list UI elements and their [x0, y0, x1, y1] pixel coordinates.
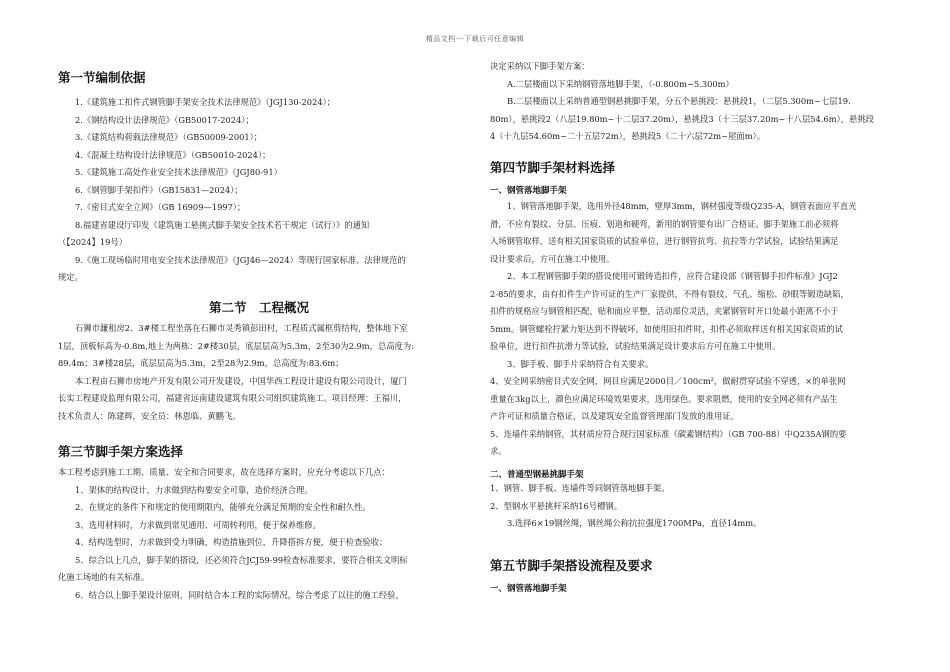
paragraph-line: 5、连墙件采纳钢管，其材质应符合现行国家标准《碳素钢结构》（GB 700-88）中Q235A钢的要 [490, 428, 847, 439]
scheme-list [490, 58, 894, 146]
paragraph-line: 1层，顶板标高为-0.8m,地上为两栋：2#楼30层，底层层高为5.3m，2至30为2.9m，总高度为: [58, 340, 414, 351]
paragraph-line: 重量在3kg以上，颜色应满足环境效果要求，选用绿色。要求阻燃，使用的安全网必须有产品生 [490, 393, 838, 404]
paragraph-line: 入场钢管取样，送有相关国家资质的试验单位，进行钢管抗弯、抗拉等力学试验，试验结果满足 [490, 236, 839, 246]
section-4-title: 第四节脚手架材料选择 [490, 160, 616, 175]
paragraph-line: 80m），悬挑段2（八层19.80m~十二层37.20m），悬挑段3（十三层37.20m~十八层54.6m），悬挑段 [490, 113, 874, 124]
list-item: 3.《建筑结构荷载法律规范》（GB50009-2001）； [75, 132, 263, 142]
paragraph-line: 技术负责人：陈建辉，安全员：林恩临、黄鹏飞。 [58, 410, 241, 421]
list-item: 1、钢管、脚手板、连墙件等同钢管落地脚手架。 [490, 483, 670, 493]
list-item: 8.福建省建设厅印发《建筑施工悬挑式脚手架安全技术若干规定（试行）》的通知 [75, 219, 370, 230]
section-4-body-1 [490, 198, 894, 461]
section-1-title: 第一节编制依据 [58, 70, 146, 85]
paragraph-line: 3、脚手板、脚手片采纳符合有关要求。 [507, 358, 654, 369]
list-item: 3、选用材料时，力求做到常见通用、可周转利用，便于保养维修。 [75, 519, 321, 530]
list-item: 7.《密目式安全立网》（GB 16909—1997）； [75, 202, 246, 212]
section-4-body-2 [490, 480, 894, 533]
list-item: 9.《施工现场临时用电安全技术法律规范》（JGJ46—2024）等现行国家标准、法律规范的 [75, 254, 406, 265]
section-1-list [58, 94, 460, 287]
section-5-title: 第五节脚手架搭设流程及要求 [490, 558, 653, 573]
paragraph-line: 长实工程建设监理有限公司，福建省远南建设建筑有限公司组织建筑施工。项目经理：王福川， [58, 393, 407, 403]
paragraph-line: 1、钢管落地脚手架，选用外径48mm，壁厚3mm，钢材强度等级Q235-A，钢管表面应平直光 [507, 201, 857, 211]
section-3-body [58, 464, 460, 604]
list-item: 4、结构选型时，力求做到受力明确，构造措施到位，升降搭拆方便，便于检查验收； [75, 537, 388, 547]
paragraph-line: 扣件的规格应与钢管相匹配，贴和面应平整，活动部位灵活，夹紧钢管时开口处最小距离不小于 [490, 306, 839, 316]
paragraph-line: 石狮市濂租房2、3#楼工程坐落在石狮市灵秀镇彭田村，工程质式属框剪结构，整体地下室 [75, 323, 408, 333]
paragraph-line: 设计要求后，方可在施工中使用。 [490, 253, 615, 264]
section-4-subtitle-2: 二、普通型钢悬挑脚手架 [490, 470, 584, 480]
list-item: B.二层楼面以上采纳普通型钢悬挑脚手架，分五个悬挑段：悬挑段1，（二层5.300m~七层19. [507, 96, 851, 106]
list-item: 5.《建筑施工高处作业安全技术法律规范》（JGJ80-91） [75, 167, 282, 177]
list-item: 1.《建筑施工扣件式钢管脚手架安全技术法律规范》（JGJ130-2024）； [75, 97, 336, 107]
section-3-title: 第三节脚手架方案选择 [58, 444, 184, 459]
list-item: 6、结合以上脚手架设计原则，同时结合本工程的实际情况，综合考虑了以往的施工经验， [75, 589, 404, 600]
paragraph-line: 求。 [490, 446, 507, 456]
list-item: 规定。 [58, 272, 83, 282]
paragraph-line: 本工程考虑到施工工期、质量、安全和合同要求，故在选择方案时，应充分考虑以下几点： [58, 467, 390, 477]
paragraph-line: 决定采纳以下脚手架方案： [490, 61, 590, 71]
paragraph-line: 89.4m；3#楼28层，底层层高为5.3m，2至28为2.9m，总高度为:83.6m； [58, 358, 344, 368]
section-2-title: 第二节 工程概况 [208, 300, 309, 315]
list-item: 2.《钢结构设计法律规范》（GB50017-2024）； [75, 114, 254, 125]
paragraph-line: 验单位，进行扣件抗滑力等试验，试验结果满足设计要求后方可在施工中使用。 [490, 341, 781, 351]
section-5-subtitle-1: 一、钢管落地脚手架 [490, 584, 567, 594]
list-item: A.二层楼面以下采纳钢管落地脚手架，（-0.800m~5.300m） [507, 78, 734, 89]
paragraph-line: 5mm。钢管螺栓拧紧力矩达到不得破坏。如使用旧扣件时，扣件必须取样送有相关国家资质的试 [490, 323, 843, 334]
list-item: 5、综合以上几点，脚手架的搭设，还必须符合JCJ59-99检查标准要求，要符合相关文明标 [75, 554, 408, 565]
list-item: 化施工场地的有关标准。 [58, 572, 150, 582]
section-2-body [58, 320, 460, 425]
list-item: 3.选择6×19钢丝绳，钢丝绳公称抗拉强度1700MPa，直径14mm。 [507, 518, 762, 528]
paragraph-line: 4（十九层54.60m~二十五层72m），悬挑段5（二十六层72m~屋面m）。 [490, 131, 766, 141]
paragraph-line: 2、本工程钢管脚手架的搭设使用可锻铸造扣件，应符合建设部《钢管脚手扣件标准》JGJ2 [507, 271, 838, 281]
list-item: 1、架体的结构设计，力求做到结构要安全可靠，造价经济合理。 [75, 484, 313, 495]
paragraph-line: 产许可证和质量合格证，以及建筑安全监督管理部门发放的准用证。 [490, 411, 739, 421]
list-item: 2、在规定的条件下和规定的使用期限内，能够充分满足预期的安全性和耐久性。 [75, 502, 371, 512]
paragraph-line: 4、安全网采纳密目式安全网，网目应满足2000目／100cm²，做耐贯穿试验不穿透，×的单张网 [490, 376, 846, 386]
list-item: 4.《混凝土结构设计法律规范》（GB50010-2024）； [75, 149, 271, 160]
paragraph-line: 本工程由石狮市房地产开发有限公司开发建设，中国华西工程设计建设有限公司设计，厦门 [75, 375, 407, 386]
list-item: 6.《钢管脚手架扣件》（GB15831—2024）； [75, 184, 243, 195]
list-item: 2、型钢水平悬挑杆采纳16号槽钢。 [490, 500, 622, 511]
paragraph-line: 2-85的要求，由有扣件生产许可证的生产厂家提供，不得有裂纹、气孔、缩松、砂眼等锻造缺陷， [490, 288, 849, 299]
paragraph-line: 滑，不应有裂纹、分层、压痕、划道和硬弯，新用的钢管要有出厂合格证。脚手架施工前必须将 [490, 218, 839, 229]
page-header: 精品文档---下载后可任意编辑 [425, 35, 525, 43]
section-4-subtitle-1: 一、钢管落地脚手架 [490, 186, 567, 196]
list-item: （【2024】19号） [58, 237, 128, 247]
